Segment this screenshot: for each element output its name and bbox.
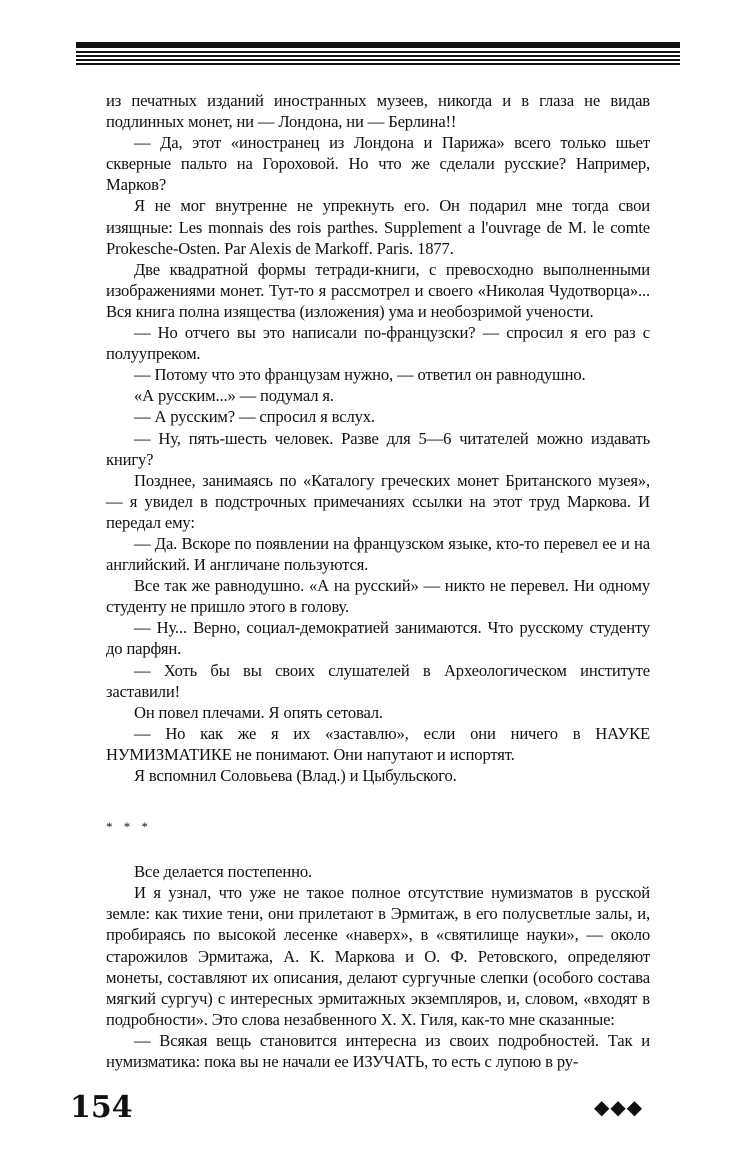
header-rule-line-3: [76, 59, 680, 61]
paragraph: — Потому что это французам нужно, — ответил он равнодушно.: [134, 365, 586, 385]
diamond-ornament-icon: ◆◆◆: [594, 1097, 644, 1119]
paragraph: — А русским? — спросил я вслух.: [134, 407, 375, 427]
paragraph: Он повел плечами. Я опять сетовал.: [134, 702, 383, 722]
header-rule-line-2: [76, 55, 680, 57]
paragraph: — Всякая вещь становится интересна из своих подробностей. Так и нумизматика: пока вы не начали ее ИЗУЧАТЬ, то есть с лупою в ру-: [106, 1030, 650, 1072]
paragraph: — Но отчего вы это написали по-французски? — спросил я его раз с полуупреком.: [106, 323, 650, 364]
paragraph: Все делается постепенно.: [134, 862, 312, 882]
paragraph: И я узнал, что уже не такое полное отсутствие нумизматов в русской земле: как тихие тени, они прилетают в Эрмитаж, в его полусветлые залы, и, пробираясь по высокой лесенке «наверх», в «святилище науки», — около старожилов Эрмитажа, А. К. Маркова и О. Ф. Ретовского, определяют монеты, составляют их описания, делают сургучные слепки (особого состава мягкий сургуч) с интересных эрмитажных экземпляров, и, словом, «входят в подробности». Это слова незабвенного Х. Х. Гиля, как-то мне сказанные:: [106, 883, 650, 1029]
paragraph: — Хоть бы вы своих слушателей в Археологическом институте заставили!: [106, 660, 650, 701]
section-separator: * * *: [106, 819, 152, 835]
header-rule-line-1: [76, 51, 680, 53]
paragraph: Все так же равнодушно. «А на русский» — никто не перевел. Ни одному студенту не пришло этого в голову.: [106, 576, 650, 617]
paragraph: — Ну, пять-шесть человек. Разве для 5—6 читателей можно издавать книгу?: [106, 428, 650, 469]
header-rule: [76, 42, 680, 70]
header-rule-line-4: [76, 63, 680, 65]
paragraph: Я не мог внутренне не упрекнуть его. Он подарил мне тогда свои изящные: Les monnais des rois parthes. Supplement a l'ouvrage de M. le comte Prokesche-Osten. Par Alexis de Markoff. Paris. 1877.: [106, 196, 650, 258]
paragraph: из печатных изданий иностранных музеев, никогда и в глаза не видав подлинных монет, ни — Лондона, ни — Берлина!!: [106, 91, 650, 132]
paragraph: Я вспомнил Соловьева (Влад.) и Цыбульского.: [134, 766, 457, 785]
paragraph: — Да. Вскоре по появлении на французском языке, кто-то перевел ее и на английский. И англичане пользуются.: [106, 533, 650, 575]
paragraph: Позднее, занимаясь по «Каталогу греческих монет Британского музея», — я увидел в подстрочных примечаниях ссылки на этот труд Маркова. И передал ему:: [106, 470, 650, 532]
paragraph: — Да, этот «иностранец из Лондона и Парижа» всего только шьет скверные пальто на Гороховой. Но что же сделали русские? Например, Марков?: [106, 133, 650, 195]
body-text: [106, 90, 650, 1072]
paragraph: «А русским...» — подумал я.: [134, 386, 334, 406]
paragraph: — Но как же я их «заставлю», если они ничего в НАУКЕ НУМИЗМАТИКЕ не понимают. Они напутают и испортят.: [106, 723, 650, 764]
page-number: 154: [70, 1090, 133, 1125]
paragraph: — Ну... Верно, социал-демократией занимаются. Что русскому студенту до парфян.: [106, 618, 650, 659]
header-rule-band-top: [76, 42, 680, 48]
paragraph: Две квадратной формы тетради-книги, с превосходно выполненными изображениями монет. Тут-то я рассмотрел и своего «Николая Чудотворца»... Вся книга полна изящества (изложения) ума и необозримой учености.: [106, 259, 650, 321]
